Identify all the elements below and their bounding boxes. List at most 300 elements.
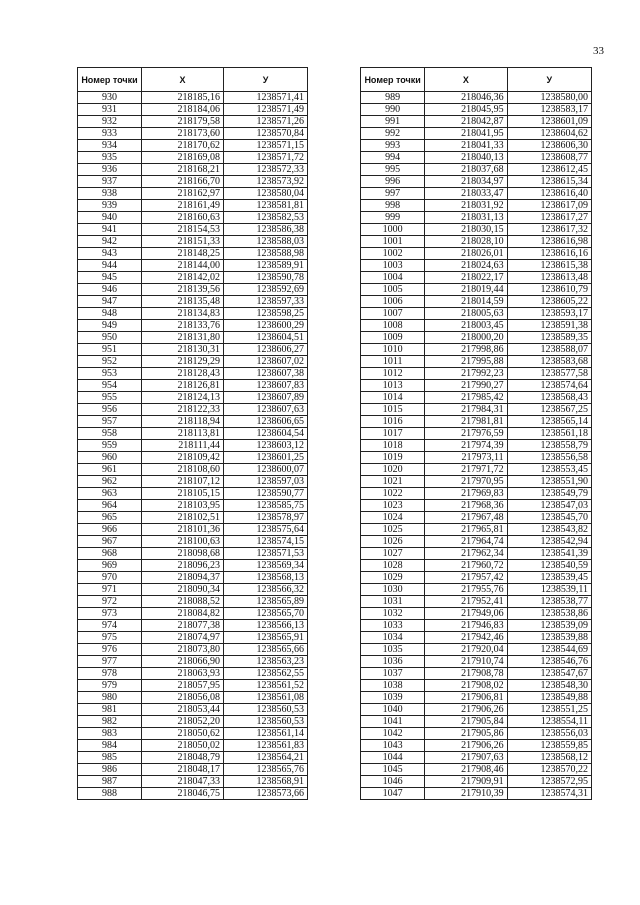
cell-y: 1238571,15 [224, 140, 308, 152]
cell-y: 1238590,77 [224, 488, 308, 500]
cell-y: 1238545,70 [507, 512, 591, 524]
cell-x: 217967,48 [425, 512, 507, 524]
cell-y: 1238561,08 [224, 692, 308, 704]
cell-x: 218041,95 [425, 128, 507, 140]
cell-point-number: 932 [78, 116, 142, 128]
cell-point-number: 970 [78, 572, 142, 584]
cell-x: 218047,33 [142, 776, 224, 788]
cell-point-number: 999 [361, 212, 425, 224]
header-y: У [224, 68, 308, 92]
table-row [361, 176, 592, 188]
table-row [361, 584, 592, 596]
cell-x: 218113,81 [142, 428, 224, 440]
cell-point-number: 1033 [361, 620, 425, 632]
cell-point-number: 990 [361, 104, 425, 116]
table-row [78, 308, 308, 320]
cell-y: 1238568,12 [507, 752, 591, 764]
cell-y: 1238581,81 [224, 200, 308, 212]
cell-point-number: 953 [78, 368, 142, 380]
cell-point-number: 1046 [361, 776, 425, 788]
cell-point-number: 985 [78, 752, 142, 764]
cell-y: 1238605,22 [507, 296, 591, 308]
cell-point-number: 1031 [361, 596, 425, 608]
cell-x: 218053,44 [142, 704, 224, 716]
cell-y: 1238563,23 [224, 656, 308, 668]
cell-x: 218040,13 [425, 152, 507, 164]
cell-point-number: 964 [78, 500, 142, 512]
cell-point-number: 955 [78, 392, 142, 404]
cell-x: 217942,46 [425, 632, 507, 644]
cell-point-number: 989 [361, 92, 425, 104]
cell-point-number: 1012 [361, 368, 425, 380]
cell-point-number: 1006 [361, 296, 425, 308]
table-row [78, 116, 308, 128]
cell-y: 1238593,17 [507, 308, 591, 320]
table-row [361, 248, 592, 260]
table-row [361, 536, 592, 548]
cell-point-number: 933 [78, 128, 142, 140]
cell-x: 218168,21 [142, 164, 224, 176]
cell-x: 218105,15 [142, 488, 224, 500]
table-row [361, 644, 592, 656]
cell-x: 218126,81 [142, 380, 224, 392]
cell-y: 1238539,11 [507, 584, 591, 596]
cell-y: 1238604,51 [224, 332, 308, 344]
cell-point-number: 952 [78, 356, 142, 368]
table-row [78, 272, 308, 284]
table-row [78, 392, 308, 404]
cell-x: 218151,33 [142, 236, 224, 248]
table-row [78, 356, 308, 368]
cell-point-number: 1021 [361, 476, 425, 488]
cell-y: 1238601,25 [224, 452, 308, 464]
cell-x: 218028,10 [425, 236, 507, 248]
table-row [361, 368, 592, 380]
cell-x: 217908,02 [425, 680, 507, 692]
table-row [361, 272, 592, 284]
cell-y: 1238613,48 [507, 272, 591, 284]
cell-x: 218057,95 [142, 680, 224, 692]
cell-y: 1238551,90 [507, 476, 591, 488]
table-row [361, 656, 592, 668]
cell-y: 1238574,15 [224, 536, 308, 548]
cell-y: 1238590,78 [224, 272, 308, 284]
table-row [78, 632, 308, 644]
cell-point-number: 930 [78, 92, 142, 104]
cell-x: 217910,39 [425, 788, 507, 800]
cell-y: 1238604,54 [224, 428, 308, 440]
cell-x: 217908,78 [425, 668, 507, 680]
table-row [78, 704, 308, 716]
cell-point-number: 962 [78, 476, 142, 488]
cell-x: 218000,20 [425, 332, 507, 344]
table-row [361, 632, 592, 644]
cell-point-number: 1015 [361, 404, 425, 416]
table-row [361, 572, 592, 584]
cell-point-number: 1035 [361, 644, 425, 656]
cell-x: 218077,38 [142, 620, 224, 632]
table-row [361, 404, 592, 416]
table-row [78, 140, 308, 152]
cell-y: 1238549,88 [507, 692, 591, 704]
cell-point-number: 1029 [361, 572, 425, 584]
table-row [78, 344, 308, 356]
cell-y: 1238615,34 [507, 176, 591, 188]
cell-y: 1238606,27 [224, 344, 308, 356]
cell-x: 218128,43 [142, 368, 224, 380]
table-row [361, 332, 592, 344]
table-row [361, 296, 592, 308]
cell-point-number: 988 [78, 788, 142, 800]
cell-y: 1238553,45 [507, 464, 591, 476]
header-x: X [425, 68, 507, 92]
cell-x: 217985,42 [425, 392, 507, 404]
cell-x: 217905,84 [425, 716, 507, 728]
cell-x: 217981,81 [425, 416, 507, 428]
table-row [361, 116, 592, 128]
cell-x: 218107,12 [142, 476, 224, 488]
cell-x: 218052,20 [142, 716, 224, 728]
cell-y: 1238573,92 [224, 176, 308, 188]
table-row [78, 380, 308, 392]
table-row [361, 560, 592, 572]
cell-y: 1238547,67 [507, 668, 591, 680]
table-row [78, 776, 308, 788]
table-row [78, 176, 308, 188]
cell-y: 1238539,45 [507, 572, 591, 584]
cell-x: 218073,80 [142, 644, 224, 656]
table-row [78, 668, 308, 680]
table-row [361, 608, 592, 620]
table-row [78, 560, 308, 572]
table-row [78, 716, 308, 728]
cell-y: 1238607,38 [224, 368, 308, 380]
cell-y: 1238543,82 [507, 524, 591, 536]
cell-y: 1238561,83 [224, 740, 308, 752]
table-row [78, 752, 308, 764]
cell-point-number: 976 [78, 644, 142, 656]
cell-point-number: 1044 [361, 752, 425, 764]
table-row [78, 548, 308, 560]
cell-point-number: 982 [78, 716, 142, 728]
cell-x: 218161,49 [142, 200, 224, 212]
cell-x: 218134,83 [142, 308, 224, 320]
cell-y: 1238573,66 [224, 788, 308, 800]
cell-y: 1238589,35 [507, 332, 591, 344]
cell-y: 1238578,97 [224, 512, 308, 524]
cell-y: 1238588,07 [507, 344, 591, 356]
cell-y: 1238544,69 [507, 644, 591, 656]
cell-point-number: 938 [78, 188, 142, 200]
table-row [361, 260, 592, 272]
cell-y: 1238601,09 [507, 116, 591, 128]
cell-x: 218166,70 [142, 176, 224, 188]
table-row [78, 332, 308, 344]
cell-x: 217949,06 [425, 608, 507, 620]
cell-x: 218046,36 [425, 92, 507, 104]
cell-x: 217908,46 [425, 764, 507, 776]
cell-point-number: 1034 [361, 632, 425, 644]
table-row [361, 692, 592, 704]
table-row [78, 152, 308, 164]
cell-x: 218033,47 [425, 188, 507, 200]
cell-point-number: 958 [78, 428, 142, 440]
cell-y: 1238607,63 [224, 404, 308, 416]
cell-x: 217990,27 [425, 380, 507, 392]
cell-point-number: 1047 [361, 788, 425, 800]
cell-y: 1238617,27 [507, 212, 591, 224]
table-row [78, 572, 308, 584]
cell-point-number: 991 [361, 116, 425, 128]
cell-y: 1238564,21 [224, 752, 308, 764]
table-row [78, 296, 308, 308]
cell-point-number: 1036 [361, 656, 425, 668]
table-row [78, 656, 308, 668]
cell-y: 1238577,58 [507, 368, 591, 380]
cell-x: 218129,29 [142, 356, 224, 368]
cell-x: 218160,63 [142, 212, 224, 224]
cell-x: 218031,13 [425, 212, 507, 224]
cell-y: 1238606,65 [224, 416, 308, 428]
cell-point-number: 978 [78, 668, 142, 680]
coordinates-table-left [77, 67, 308, 800]
cell-x: 218045,95 [425, 104, 507, 116]
table-row [361, 104, 592, 116]
cell-y: 1238551,25 [507, 704, 591, 716]
header-point-number: Номер точки [361, 68, 425, 92]
cell-y: 1238572,33 [224, 164, 308, 176]
cell-x: 217909,91 [425, 776, 507, 788]
table-row [361, 596, 592, 608]
table-header-row [361, 68, 592, 92]
cell-point-number: 948 [78, 308, 142, 320]
cell-point-number: 1010 [361, 344, 425, 356]
cell-point-number: 1040 [361, 704, 425, 716]
cell-x: 218048,17 [142, 764, 224, 776]
cell-point-number: 965 [78, 512, 142, 524]
cell-y: 1238617,09 [507, 200, 591, 212]
cell-y: 1238580,00 [507, 92, 591, 104]
cell-point-number: 966 [78, 524, 142, 536]
cell-point-number: 992 [361, 128, 425, 140]
cell-y: 1238562,55 [224, 668, 308, 680]
table-row [78, 452, 308, 464]
cell-x: 217952,41 [425, 596, 507, 608]
table-row [361, 200, 592, 212]
cell-point-number: 973 [78, 608, 142, 620]
cell-y: 1238568,43 [507, 392, 591, 404]
cell-point-number: 941 [78, 224, 142, 236]
cell-x: 218019,44 [425, 284, 507, 296]
cell-x: 218096,23 [142, 560, 224, 572]
cell-x: 218031,92 [425, 200, 507, 212]
table-row [78, 692, 308, 704]
table-row [78, 620, 308, 632]
table-row [78, 740, 308, 752]
cell-point-number: 1016 [361, 416, 425, 428]
cell-point-number: 997 [361, 188, 425, 200]
cell-y: 1238583,68 [507, 356, 591, 368]
cell-point-number: 994 [361, 152, 425, 164]
table-row [78, 584, 308, 596]
cell-point-number: 981 [78, 704, 142, 716]
cell-point-number: 984 [78, 740, 142, 752]
cell-x: 217998,86 [425, 344, 507, 356]
table-row [78, 728, 308, 740]
cell-x: 218162,97 [142, 188, 224, 200]
cell-y: 1238616,16 [507, 248, 591, 260]
table-row [361, 776, 592, 788]
cell-point-number: 1008 [361, 320, 425, 332]
table-row [78, 524, 308, 536]
cell-point-number: 942 [78, 236, 142, 248]
cell-x: 218050,62 [142, 728, 224, 740]
table-row [361, 548, 592, 560]
table-row [78, 320, 308, 332]
cell-point-number: 956 [78, 404, 142, 416]
cell-point-number: 935 [78, 152, 142, 164]
cell-y: 1238554,11 [507, 716, 591, 728]
page-number: 33 [593, 45, 604, 57]
cell-point-number: 1017 [361, 428, 425, 440]
cell-point-number: 1045 [361, 764, 425, 776]
cell-point-number: 1023 [361, 500, 425, 512]
cell-x: 218037,68 [425, 164, 507, 176]
cell-point-number: 1024 [361, 512, 425, 524]
cell-y: 1238538,77 [507, 596, 591, 608]
cell-x: 218100,63 [142, 536, 224, 548]
cell-y: 1238608,77 [507, 152, 591, 164]
cell-x: 218122,33 [142, 404, 224, 416]
cell-y: 1238570,22 [507, 764, 591, 776]
cell-x: 218118,94 [142, 416, 224, 428]
table-row [78, 128, 308, 140]
cell-x: 218056,08 [142, 692, 224, 704]
cell-y: 1238612,45 [507, 164, 591, 176]
cell-y: 1238600,07 [224, 464, 308, 476]
table-row [78, 764, 308, 776]
table-row [78, 188, 308, 200]
cell-y: 1238561,14 [224, 728, 308, 740]
table-row [361, 140, 592, 152]
cell-x: 217906,81 [425, 692, 507, 704]
cell-y: 1238574,31 [507, 788, 591, 800]
header-x: X [142, 68, 224, 92]
cell-y: 1238600,29 [224, 320, 308, 332]
cell-point-number: 998 [361, 200, 425, 212]
cell-y: 1238571,26 [224, 116, 308, 128]
cell-y: 1238565,91 [224, 632, 308, 644]
table-row [78, 200, 308, 212]
cell-x: 218139,56 [142, 284, 224, 296]
table-row [78, 488, 308, 500]
cell-y: 1238566,32 [224, 584, 308, 596]
table-row [361, 92, 592, 104]
cell-point-number: 1018 [361, 440, 425, 452]
cell-x: 218124,13 [142, 392, 224, 404]
table-row [78, 104, 308, 116]
cell-point-number: 945 [78, 272, 142, 284]
cell-x: 218046,75 [142, 788, 224, 800]
cell-x: 218005,63 [425, 308, 507, 320]
cell-point-number: 1007 [361, 308, 425, 320]
cell-y: 1238592,69 [224, 284, 308, 296]
cell-x: 218014,59 [425, 296, 507, 308]
cell-y: 1238604,62 [507, 128, 591, 140]
table-row [361, 308, 592, 320]
cell-point-number: 995 [361, 164, 425, 176]
cell-point-number: 971 [78, 584, 142, 596]
cell-point-number: 937 [78, 176, 142, 188]
cell-y: 1238571,49 [224, 104, 308, 116]
cell-x: 218050,02 [142, 740, 224, 752]
cell-y: 1238539,88 [507, 632, 591, 644]
cell-point-number: 940 [78, 212, 142, 224]
table-row [361, 224, 592, 236]
table-row [361, 728, 592, 740]
cell-x: 218084,82 [142, 608, 224, 620]
cell-point-number: 1004 [361, 272, 425, 284]
cell-x: 218101,36 [142, 524, 224, 536]
table-row [78, 428, 308, 440]
cell-x: 217973,11 [425, 452, 507, 464]
cell-y: 1238538,86 [507, 608, 591, 620]
cell-x: 218131,80 [142, 332, 224, 344]
cell-y: 1238606,30 [507, 140, 591, 152]
cell-point-number: 1003 [361, 260, 425, 272]
cell-x: 218098,68 [142, 548, 224, 560]
cell-y: 1238565,70 [224, 608, 308, 620]
table-row [361, 452, 592, 464]
cell-point-number: 961 [78, 464, 142, 476]
table-row [361, 356, 592, 368]
cell-point-number: 996 [361, 176, 425, 188]
cell-point-number: 1032 [361, 608, 425, 620]
cell-x: 217969,83 [425, 488, 507, 500]
cell-y: 1238556,58 [507, 452, 591, 464]
table-header-row [78, 68, 308, 92]
cell-y: 1238549,79 [507, 488, 591, 500]
cell-x: 217906,26 [425, 704, 507, 716]
table-row [78, 440, 308, 452]
cell-x: 218133,76 [142, 320, 224, 332]
cell-point-number: 954 [78, 380, 142, 392]
cell-x: 217962,34 [425, 548, 507, 560]
cell-x: 217968,36 [425, 500, 507, 512]
cell-point-number: 1000 [361, 224, 425, 236]
cell-y: 1238571,72 [224, 152, 308, 164]
cell-y: 1238560,53 [224, 704, 308, 716]
cell-y: 1238565,14 [507, 416, 591, 428]
cell-x: 217974,39 [425, 440, 507, 452]
cell-x: 218173,60 [142, 128, 224, 140]
cell-x: 218102,51 [142, 512, 224, 524]
cell-x: 217984,31 [425, 404, 507, 416]
cell-y: 1238547,03 [507, 500, 591, 512]
table-row [78, 500, 308, 512]
cell-point-number: 969 [78, 560, 142, 572]
table-row [361, 680, 592, 692]
cell-y: 1238580,04 [224, 188, 308, 200]
cell-point-number: 1019 [361, 452, 425, 464]
cell-x: 218111,44 [142, 440, 224, 452]
cell-point-number: 947 [78, 296, 142, 308]
cell-point-number: 931 [78, 104, 142, 116]
cell-y: 1238539,09 [507, 620, 591, 632]
cell-point-number: 972 [78, 596, 142, 608]
table-row [78, 368, 308, 380]
table-row [361, 428, 592, 440]
